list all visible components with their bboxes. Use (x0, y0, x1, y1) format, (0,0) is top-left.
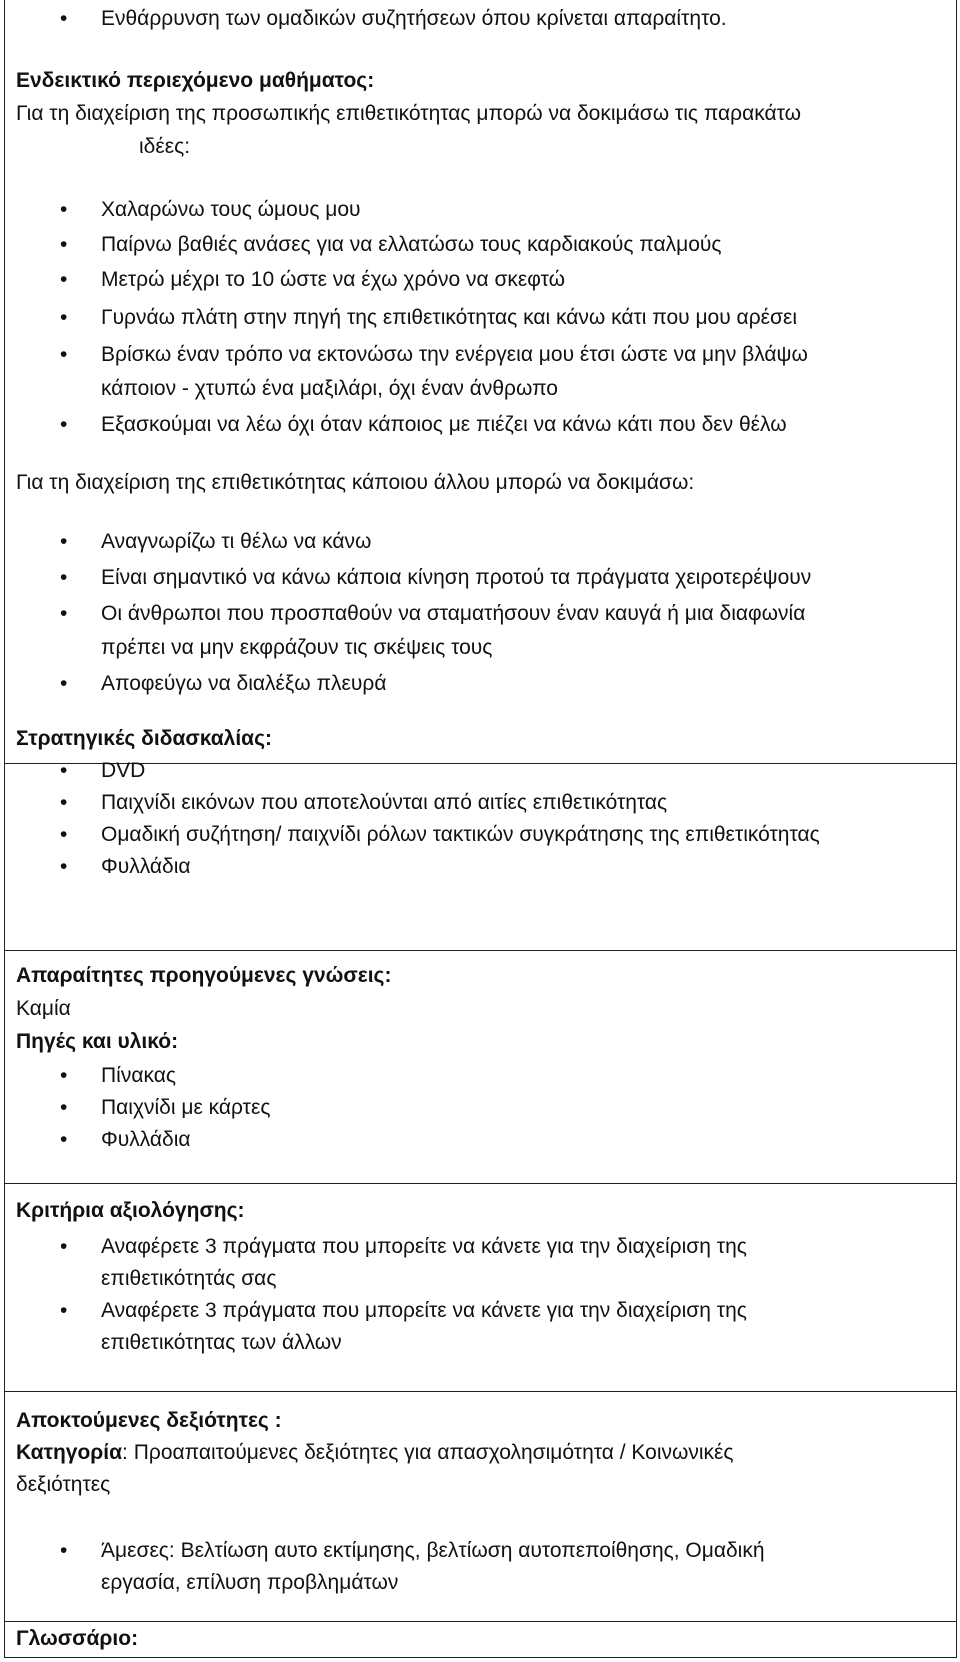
bullet: • (60, 306, 68, 329)
list-item: Φυλλάδια (101, 1128, 191, 1151)
assessment-heading: Κριτήρια αξιολόγησης: (16, 1199, 245, 1222)
list-item: Οι άνθρωποι που προσπαθούν να σταματήσουν έναν καυγά ή μια διαφωνία (101, 602, 806, 625)
list-item: Παίρνω βαθιές ανάσες για να ελλατώσω τους καρδιακούς παλμούς (101, 233, 722, 256)
list-item: Χαλαρώνω τους ώμους μου (101, 198, 361, 221)
others-intro: Για τη διαχείριση της επιθετικότητας κάποιου άλλου μπορώ να δοκιμάσω: (16, 471, 695, 494)
bullet: • (60, 530, 68, 553)
strategies-heading: Στρατηγικές διδασκαλίας: (16, 727, 273, 750)
bullet: • (60, 1299, 68, 1322)
prior-knowledge-heading: Απαραίτητες προηγούμενες γνώσεις: (16, 964, 392, 987)
bullet: • (60, 7, 68, 30)
bullet: • (60, 1235, 68, 1258)
list-item-continued: επιθετικότητάς σας (101, 1267, 277, 1290)
bullet: • (60, 566, 68, 589)
category-line (16, 1440, 734, 1466)
category-line-continued: δεξιότητες (16, 1473, 111, 1496)
list-item: Αποφεύγω να διαλέξω πλευρά (101, 672, 387, 695)
content-row (5, 0, 956, 764)
skills-row (5, 1392, 956, 1622)
assessment-row (5, 1184, 956, 1392)
prior-knowledge-value: Καμία (16, 997, 71, 1020)
list-item: Άμεσες: Βελτίωση αυτο εκτίμησης, βελτίωση αυτοπεποίθησης, Ομαδική (101, 1539, 765, 1562)
bullet: • (60, 602, 68, 625)
list-item-continued: επιθετικότητας των άλλων (101, 1331, 342, 1354)
list-item: Ενθάρρυνση των ομαδικών συζητήσεων όπου κρίνεται απαραίτητο. (101, 7, 727, 30)
list-item: Είναι σημαντικό να κάνω κάποια κίνηση προτού τα πράγματα χειροτερέψουν (101, 566, 812, 589)
list-item: Αναφέρετε 3 πράγματα που μπορείτε να κάνετε για την διαχείριση της (101, 1299, 747, 1322)
bullet: • (60, 343, 68, 366)
list-item-continued: κάποιον - χτυπώ ένα μαξιλάρι, όχι έναν άνθρωπο (101, 377, 558, 400)
glossary-heading: Γλωσσάριο: (16, 1627, 139, 1650)
bullet: • (60, 1128, 68, 1151)
lesson-plan-table (4, 0, 957, 1658)
bullet: • (60, 759, 68, 782)
list-item: Φυλλάδια (101, 855, 191, 878)
prior-sources-row (5, 951, 956, 1184)
content-heading: Ενδεικτικό περιεχόμενο μαθήματος: (16, 69, 375, 92)
category-value: : Προαπαιτούμενες δεξιότητες για απασχολησιμότητα / Κοινωνικές (122, 1441, 734, 1464)
bullet: • (60, 413, 68, 436)
list-item: Μετρώ μέχρι το 10 ώστε να έχω χρόνο να σκεφτώ (101, 268, 566, 291)
bullet: • (60, 233, 68, 256)
list-item-continued: εργασία, επίλυση προβλημάτων (101, 1571, 399, 1594)
list-item: DVD (101, 759, 146, 782)
intro-line: Για τη διαχείριση της προσωπικής επιθετικότητας μπορώ να δοκιμάσω τις παρακάτω (16, 102, 802, 125)
bullet: • (60, 791, 68, 814)
bullet: • (60, 268, 68, 291)
category-label: Κατηγορία (16, 1441, 123, 1464)
bullet: • (60, 672, 68, 695)
bullet: • (60, 1096, 68, 1119)
bullet: • (60, 855, 68, 878)
glossary-row (5, 1622, 956, 1662)
skills-heading: Αποκτούμενες δεξιότητες : (16, 1409, 282, 1432)
bullet: • (60, 198, 68, 221)
bullet: • (60, 1064, 68, 1087)
list-item: Εξασκούμαι να λέω όχι όταν κάποιος με πιέζει να κάνω κάτι που δεν θέλω (101, 413, 787, 436)
list-item-continued: πρέπει να μην εκφράζουν τις σκέψεις τους (101, 636, 493, 659)
bullet: • (60, 823, 68, 846)
list-item: Πίνακας (101, 1064, 176, 1087)
sources-heading: Πηγές και υλικό: (16, 1030, 179, 1053)
list-item: Παιχνίδι εικόνων που αποτελούνται από αιτίες επιθετικότητας (101, 791, 668, 814)
list-item: Αναγνωρίζω τι θέλω να κάνω (101, 530, 372, 553)
intro-line-continued: ιδέες: (139, 135, 191, 158)
list-item: Αναφέρετε 3 πράγματα που μπορείτε να κάνετε για την διαχείριση της (101, 1235, 747, 1258)
list-item: Βρίσκω έναν τρόπο να εκτονώσω την ενέργεια μου έτσι ώστε να μην βλάψω (101, 343, 808, 366)
list-item: Ομαδική συζήτηση/ παιχνίδι ρόλων τακτικών συγκράτησης της επιθετικότητας (101, 823, 820, 846)
list-item: Γυρνάω πλάτη στην πηγή της επιθετικότητας και κάνω κάτι που μου αρέσει (101, 306, 797, 329)
bullet: • (60, 1539, 68, 1562)
list-item: Παιχνίδι με κάρτες (101, 1096, 271, 1119)
